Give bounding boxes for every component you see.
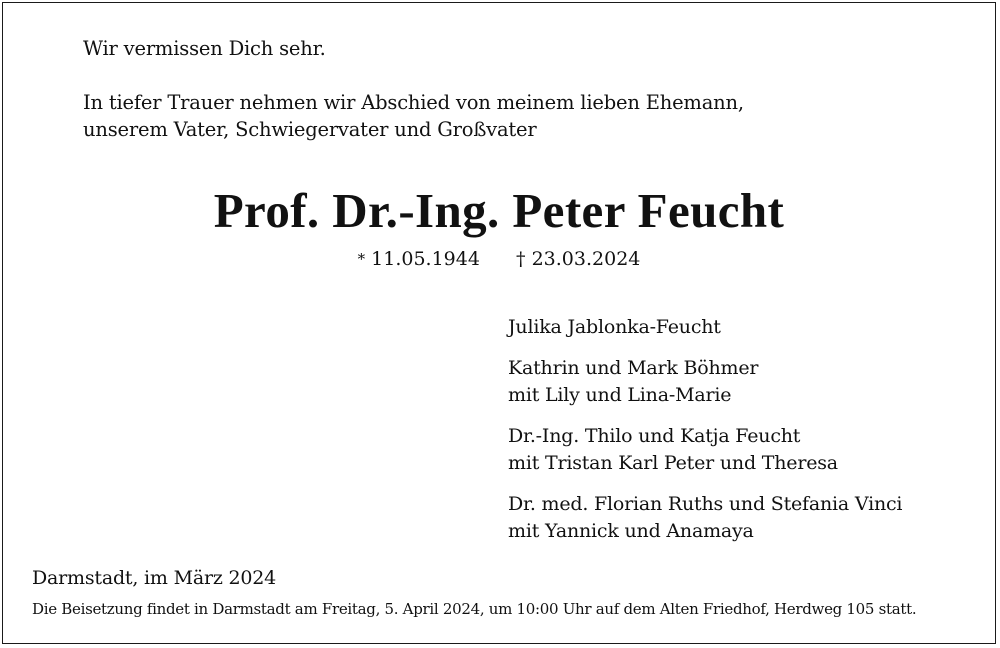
mourner-line: mit Tristan Karl Peter und Theresa xyxy=(508,452,838,474)
life-dates xyxy=(3,246,995,273)
birth-date: 11.05.1944 xyxy=(371,248,480,270)
birth-symbol: * xyxy=(357,250,366,268)
mourner-group xyxy=(508,491,902,545)
funeral-info: Die Beisetzung findet in Darmstadt am Freitag, 5. April 2024, um 10:00 Uhr auf dem Alten Friedhof, Herdweg 105 statt. xyxy=(32,600,917,618)
announcement-line-2: unserem Vater, Schwiegervater und Großvater xyxy=(83,118,537,141)
mourners-list xyxy=(508,314,902,559)
obituary-notice xyxy=(2,2,996,644)
mourner-line: Dr.-Ing. Thilo und Katja Feucht xyxy=(508,425,801,447)
mourner-group xyxy=(508,355,902,409)
mourner-group xyxy=(508,423,902,477)
announcement-line-1: In tiefer Trauer nehmen wir Abschied von meinem lieben Ehemann, xyxy=(83,91,744,114)
deceased-name: Prof. Dr.-Ing. Peter Feucht xyxy=(213,183,785,238)
mourner-line: Julika Jablonka-Feucht xyxy=(508,316,721,338)
mourner-line: Kathrin und Mark Böhmer xyxy=(508,357,759,379)
death-symbol: † xyxy=(516,248,526,270)
intro-text: Wir vermissen Dich sehr. xyxy=(83,37,326,60)
mourner-line: mit Yannick und Anamaya xyxy=(508,520,754,542)
place-and-date: Darmstadt, im März 2024 xyxy=(32,567,277,589)
mourner-group xyxy=(508,314,902,341)
death-date: 23.03.2024 xyxy=(531,248,641,270)
mourner-line: mit Lily und Lina-Marie xyxy=(508,384,732,406)
mourner-line: Dr. med. Florian Ruths und Stefania Vinci xyxy=(508,493,903,515)
